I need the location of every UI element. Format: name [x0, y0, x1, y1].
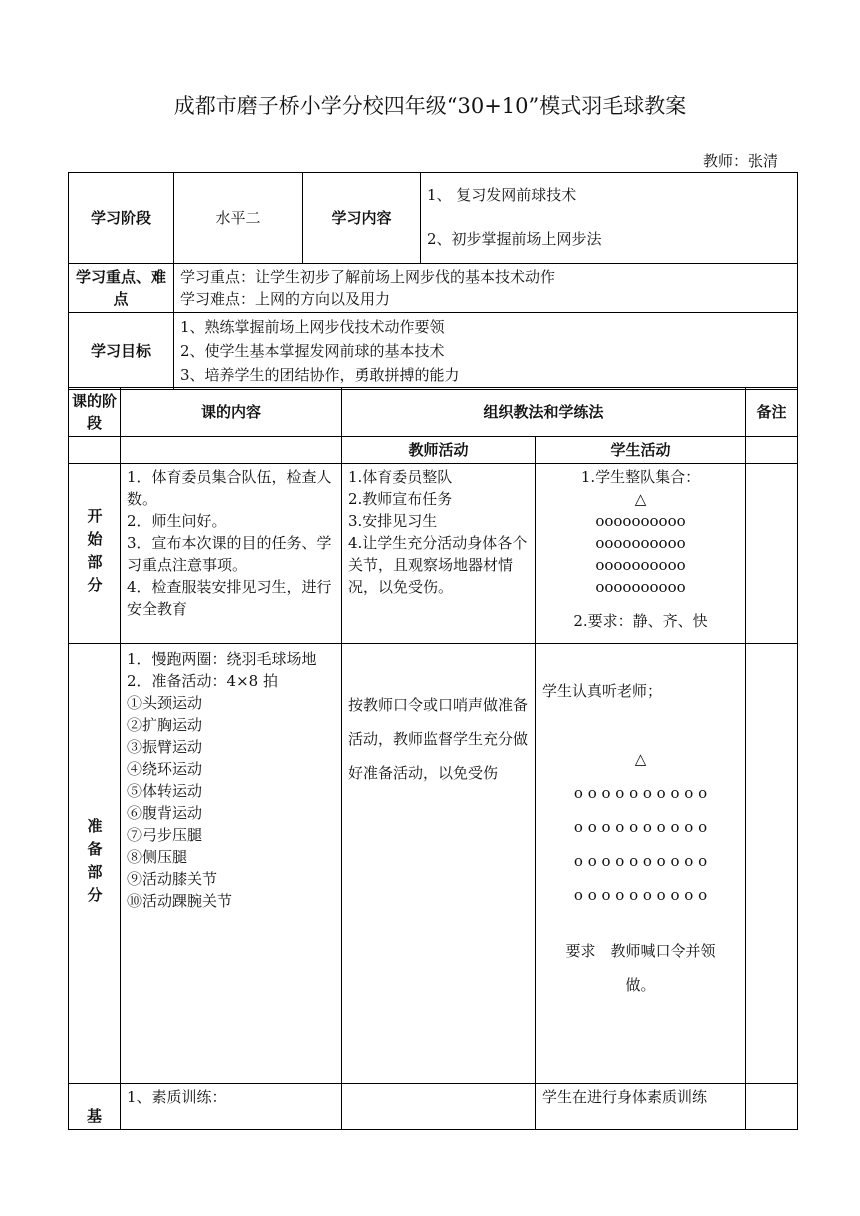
start-teacher	[342, 464, 536, 644]
content-item: 2、初步掌握前场上网步法	[427, 230, 602, 248]
start-teacher-item: 2.教师宣布任务	[348, 490, 453, 508]
formation-row: oooooooooo	[595, 534, 686, 552]
basic-note	[746, 1084, 798, 1130]
start-phase	[69, 464, 121, 644]
formation-row: o o o o o o o o o o	[573, 886, 708, 904]
prep-content-item: ⑧侧压腿	[127, 848, 188, 866]
focus-item: 学习难点：上网的方向以及用力	[180, 290, 391, 308]
prep-teacher	[342, 644, 536, 1084]
content-cell	[421, 173, 798, 264]
prep-content-item: ④绕环运动	[127, 760, 203, 778]
prep-requirement: 要求 教师喊口令并领做。	[565, 942, 716, 994]
prep-student	[536, 644, 746, 1084]
basic-content: 1、素质训练：	[121, 1084, 342, 1130]
formation-row: oooooooooo	[595, 578, 686, 596]
start-teacher-item: 3.安排见习生	[348, 512, 438, 530]
teacher-position-icon: △	[634, 750, 647, 768]
prep-teacher-text: 按教师口令或口哨声做准备活动，教师监督学生充分做好准备活动，以免受伤	[348, 696, 529, 782]
content-label: 学习内容	[303, 173, 421, 264]
focus-item: 学习重点：让学生初步了解前场上网步伐的基本技术动作	[180, 268, 556, 286]
stage-label: 学习阶段	[69, 173, 174, 264]
prep-content-item: ⑦弓步压腿	[127, 826, 203, 844]
student-header: 学生活动	[536, 437, 746, 464]
prep-content-item: ⑥腹背运动	[127, 804, 203, 822]
teacher-position-icon: △	[634, 490, 647, 508]
formation-row: o o o o o o o o o o	[573, 852, 708, 870]
empty-cell	[121, 437, 342, 464]
prep-phase	[69, 644, 121, 1084]
start-note	[746, 464, 798, 644]
stage-value: 水平二	[174, 173, 303, 264]
basic-student: 学生在进行身体素质训练	[536, 1084, 746, 1130]
start-phase-label: 开始部分	[85, 507, 104, 600]
page-title: 成都市磨子桥小学分校四年级“30+10”模式羽毛球教案	[173, 94, 687, 118]
header-table	[68, 172, 798, 390]
empty-cell	[69, 437, 121, 464]
basic-phase: 基	[69, 1084, 121, 1130]
goal-item: 2、使学生基本掌握发网前球的基本技术	[180, 342, 445, 360]
start-content-item: 1．体育委员集合队伍，检查人数。	[127, 468, 332, 508]
lesson-table	[68, 387, 798, 1130]
goal-item: 3、培养学生的团结协作，勇敢拼搏的能力	[180, 366, 460, 384]
prep-content-item: ⑨活动膝关节	[127, 870, 218, 888]
formation-row: oooooooooo	[595, 556, 686, 574]
prep-note	[746, 644, 798, 1084]
start-content-item: 4．检查服装安排见习生，进行安全教育	[127, 578, 332, 618]
teacher-header: 教师活动	[342, 437, 536, 464]
start-student-head: 1.学生整队集合：	[580, 468, 701, 486]
empty-cell	[746, 437, 798, 464]
prep-student-head: 学生认真听老师；	[542, 682, 663, 700]
prep-content-item: ①头颈运动	[127, 694, 203, 712]
start-requirement: 2.要求：静、齐、快	[573, 612, 708, 630]
start-student	[536, 464, 746, 644]
start-teacher-item: 4.让学生充分活动身体各个关节，且观察场地器材情况，以免受伤。	[348, 534, 528, 596]
formation-row: o o o o o o o o o o	[573, 784, 708, 802]
prep-content-item: ②扩胸运动	[127, 716, 203, 734]
focus-cell	[174, 264, 798, 313]
note-header: 备注	[746, 388, 798, 437]
prep-content-item: ⑩活动踝腕关节	[127, 892, 233, 910]
goal-item: 1、熟练掌握前场上网步伐技术动作要领	[180, 318, 445, 336]
goal-cell	[174, 313, 798, 390]
content-header: 课的内容	[121, 388, 342, 437]
goal-label: 学习目标	[69, 313, 174, 390]
start-teacher-item: 1.体育委员整队	[348, 468, 453, 486]
prep-content	[121, 644, 342, 1084]
prep-phase-label: 准备部分	[85, 817, 104, 910]
method-header: 组织教法和学练法	[342, 388, 746, 437]
prep-content-item: ③振臂运动	[127, 738, 203, 756]
prep-content-item: 1．慢跑两圈：绕羽毛球场地	[127, 650, 317, 668]
formation-row: o o o o o o o o o o	[573, 818, 708, 836]
start-content-item: 3．宣布本次课的目的任务、学习重点注意事项。	[127, 534, 332, 574]
prep-content-item: 2．准备活动：4×8 拍	[127, 672, 278, 690]
basic-teacher	[342, 1084, 536, 1130]
teacher-name: 教师：张清	[702, 152, 778, 170]
content-item: 1、 复习发网前球技术	[427, 186, 577, 204]
focus-label: 学习重点、难点	[69, 264, 174, 313]
prep-content-item: ⑤体转运动	[127, 782, 203, 800]
phase-header: 课的阶段	[69, 388, 121, 437]
formation-row: oooooooooo	[595, 512, 686, 530]
start-content	[121, 464, 342, 644]
start-content-item: 2．师生问好。	[127, 512, 227, 530]
